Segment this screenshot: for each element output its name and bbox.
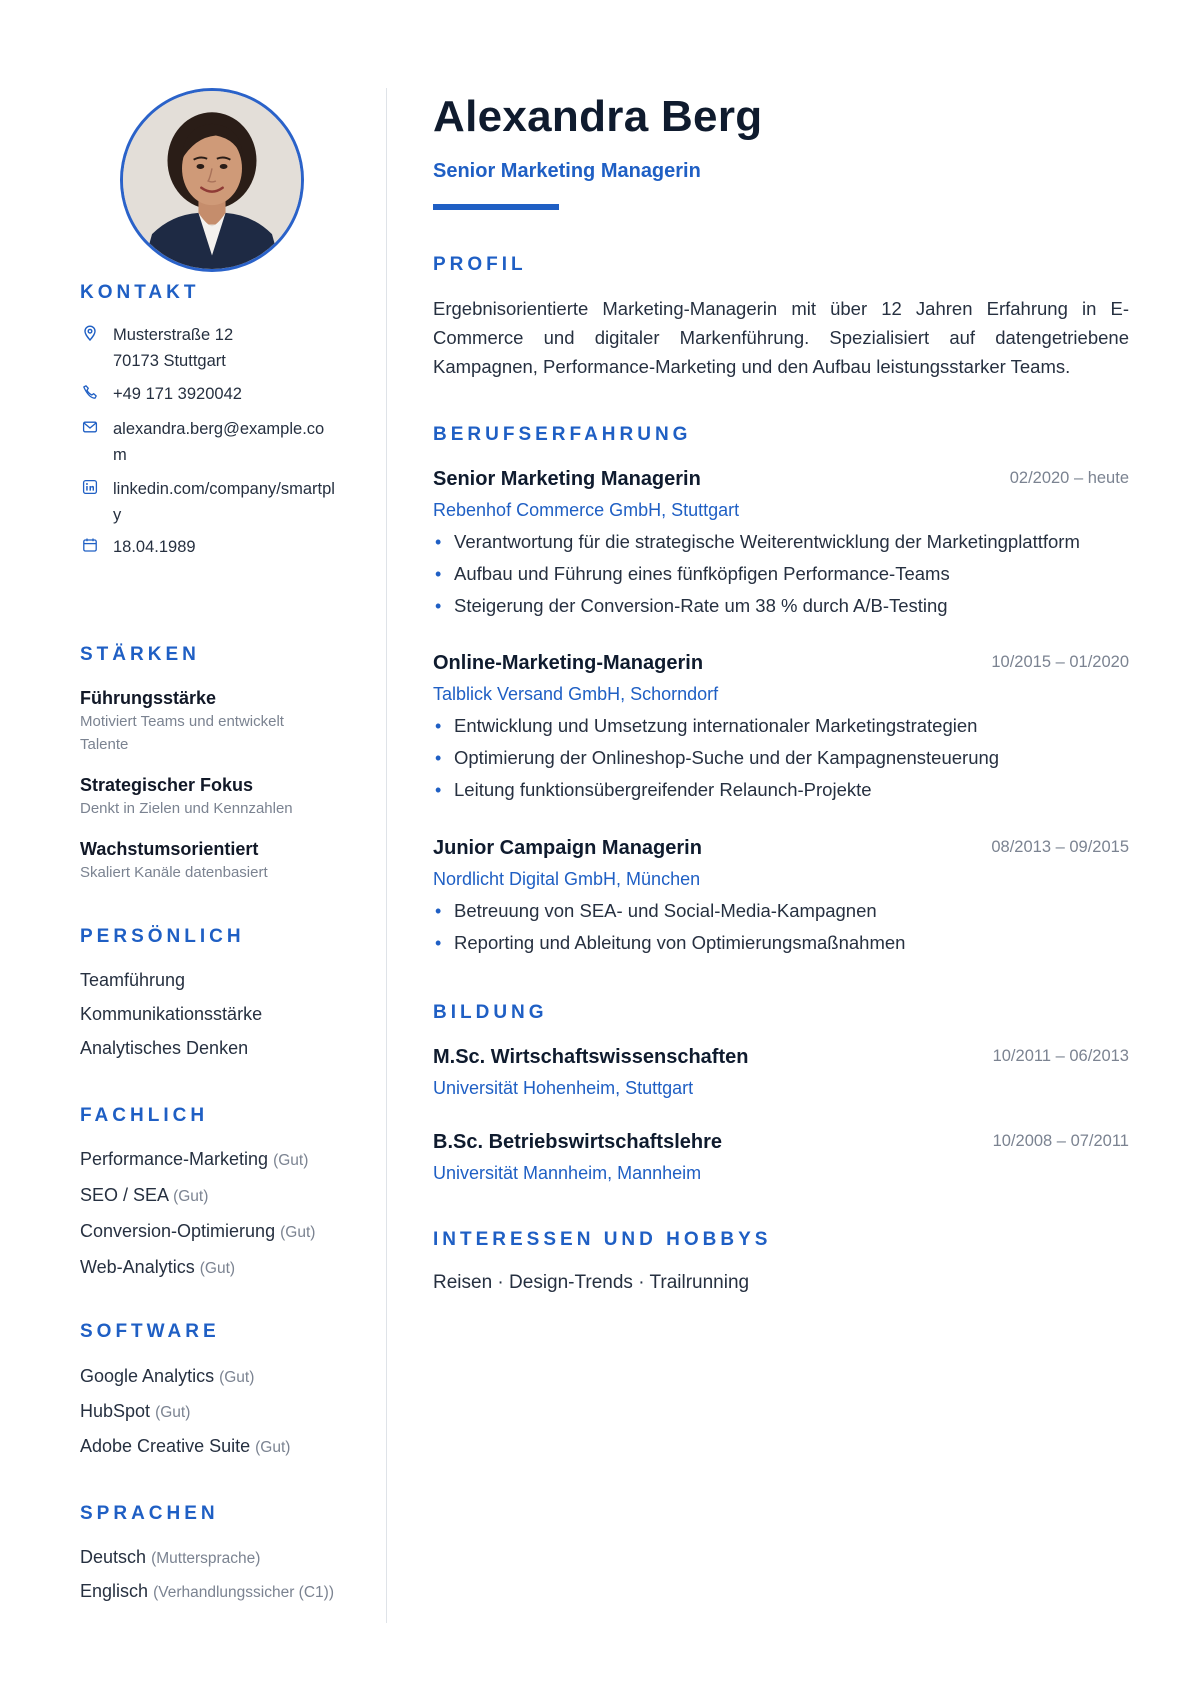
bullet-dot-icon: •: [435, 564, 442, 584]
skill-name: SEO / SEA: [80, 1185, 169, 1205]
job-bullet: • Entwicklung und Umsetzung internationaler Marketingstrategien: [433, 710, 1129, 742]
strength-item: [80, 773, 350, 820]
skill-item: [80, 1255, 370, 1291]
contact-email: [80, 416, 350, 468]
degree-title: B.Sc. Betriebswirtschaftslehre: [433, 1131, 722, 1153]
skill-name: Web-Analytics: [80, 1257, 195, 1277]
job-title: Online-Marketing-Managerin: [433, 652, 704, 674]
job-title: Junior Campaign Managerin: [433, 837, 702, 859]
job-bullets: [433, 710, 1129, 806]
contact-address: [80, 322, 350, 374]
bullet-dot-icon: •: [435, 596, 442, 616]
job-bullet: • Steigerung der Conversion-Rate um 38 % durch A/B-Testing: [433, 590, 1129, 622]
job-entry: [433, 466, 1129, 622]
bullet-dot-icon: •: [435, 780, 442, 800]
skill-name: Conversion-Optimierung: [80, 1221, 276, 1241]
technical-heading: FACHLICH: [80, 1105, 209, 1126]
personal-list: [80, 968, 370, 1070]
bullet-dot-icon: •: [435, 901, 442, 921]
software-item: [80, 1364, 370, 1399]
skill-name: Performance-Marketing: [80, 1149, 269, 1169]
linkedin-url-wrap[interactable]: y: [113, 506, 122, 524]
skill-level: (Gut): [199, 1260, 236, 1277]
personal-item: Teamführung: [80, 970, 186, 990]
strength-item: [80, 686, 350, 756]
education-date: 10/2011 – 06/2013: [992, 1047, 1129, 1065]
skill-level: (Gut): [173, 1188, 209, 1205]
school-name: Universität Hohenheim, Stuttgart: [433, 1078, 694, 1098]
address-street: Musterstraße 12: [113, 326, 234, 344]
interests-text: Reisen · Design-Trends · Trailrunning: [433, 1272, 750, 1293]
job-bullet: • Betreuung von SEA- und Social-Media-Kampagnen: [433, 895, 1129, 927]
software-level: (Gut): [255, 1439, 291, 1456]
contact-linkedin: [80, 476, 350, 528]
strength-title: Strategischer Fokus: [80, 775, 254, 795]
calendar-icon: [82, 537, 98, 553]
skill-level: (Gut): [273, 1152, 309, 1169]
strength-item: [80, 837, 350, 884]
school-name: Universität Mannheim, Mannheim: [433, 1163, 702, 1183]
bullet-dot-icon: •: [435, 716, 442, 736]
mail-icon: [82, 419, 98, 435]
bullet-dot-icon: •: [435, 532, 442, 552]
software-heading: SOFTWARE: [80, 1321, 220, 1342]
job-company: Rebenhof Commerce GmbH, Stuttgart: [433, 500, 740, 520]
interests-heading: INTERESSEN UND HOBBYS: [433, 1229, 772, 1250]
job-date: 02/2020 – heute: [1009, 469, 1129, 487]
column-divider: [386, 88, 387, 1623]
person-name: Alexandra Berg: [433, 92, 763, 141]
linkedin-url[interactable]: linkedin.com/company/smartpl: [113, 480, 335, 498]
contact-phone: [80, 381, 350, 407]
birthdate: 18.04.1989: [113, 538, 196, 556]
strength-title: Wachstumsorientiert: [80, 839, 259, 859]
skill-level: (Gut): [280, 1224, 316, 1241]
email-address[interactable]: alexandra.berg@example.co: [113, 420, 325, 438]
education-heading: BILDUNG: [433, 1002, 548, 1023]
linkedin-icon: [82, 479, 98, 495]
job-company: Talblick Versand GmbH, Schorndorf: [433, 684, 719, 704]
software-name: Adobe Creative Suite: [80, 1436, 251, 1456]
strength-title: Führungsstärke: [80, 688, 217, 708]
software-item: [80, 1434, 370, 1469]
skill-item: [80, 1183, 370, 1219]
bullet-dot-icon: •: [435, 748, 442, 768]
job-bullets: [433, 895, 1129, 959]
accent-bar: [433, 204, 559, 210]
language-name: Deutsch: [80, 1547, 147, 1567]
job-bullets: [433, 526, 1129, 622]
job-company: Nordlicht Digital GmbH, München: [433, 869, 701, 889]
job-bullet: • Aufbau und Führung eines fünfköpfigen Performance-Teams: [433, 558, 1129, 590]
contact-heading: KONTAKT: [80, 282, 200, 303]
technical-list: [80, 1147, 370, 1291]
job-entry: [433, 835, 1129, 959]
language-name: Englisch: [80, 1581, 149, 1601]
education-entry: [433, 1044, 1129, 1102]
language-item: [80, 1579, 370, 1613]
contact-birthdate: [80, 534, 350, 560]
job-bullet: • Verantwortung für die strategische Weiterentwicklung der Marketingplattform: [433, 526, 1129, 558]
personal-item: Kommunikationsstärke: [80, 1004, 263, 1024]
skill-item: [80, 1219, 370, 1255]
software-list: [80, 1364, 370, 1469]
job-entry: [433, 650, 1129, 806]
profile-text: Ergebnisorientierte Marketing-Managerin mit über 12 Jahren Erfahrung in E-Commerce und digitaler Markenführung. Spezialisiert auf datengetriebene Kampagnen, Performance-Marketing und den Aufbau leistungsstarker Teams.: [433, 298, 1129, 377]
software-name: HubSpot: [80, 1401, 151, 1421]
profile-photo: [120, 88, 304, 272]
education-entry: [433, 1129, 1129, 1187]
language-level: (Verhandlungssicher (C1)): [153, 1584, 334, 1601]
address-city: 70173 Stuttgart: [113, 352, 226, 370]
strength-description: Denkt in Zielen und Kennzahlen: [80, 800, 293, 817]
personal-item: Analytisches Denken: [80, 1038, 249, 1058]
language-item: [80, 1545, 370, 1579]
phone-number[interactable]: +49 171 3920042: [113, 385, 242, 403]
job-date: 10/2015 – 01/2020: [991, 653, 1129, 671]
email-address-wrap[interactable]: m: [113, 446, 127, 464]
strength-description: Motiviert Teams und entwickelt: [80, 713, 284, 730]
strengths-heading: STÄRKEN: [80, 644, 200, 665]
job-title: Senior Marketing Managerin: [433, 468, 701, 490]
languages-list: [80, 1545, 370, 1613]
strength-description-wrap: Talente: [80, 736, 129, 753]
software-item: [80, 1399, 370, 1434]
job-bullet: • Leitung funktionsübergreifender Relaunch-Projekte: [433, 774, 1129, 806]
languages-heading: SPRACHEN: [80, 1503, 219, 1524]
job-bullet: • Optimierung der Onlineshop-Suche und der Kampagnensteuerung: [433, 742, 1129, 774]
skill-item: [80, 1147, 370, 1183]
education-date: 10/2008 – 07/2011: [992, 1132, 1129, 1150]
software-level: (Gut): [155, 1404, 191, 1421]
phone-icon: [82, 384, 98, 400]
job-date: 08/2013 – 09/2015: [991, 838, 1129, 856]
job-bullet: • Reporting und Ableitung von Optimierungsmaßnahmen: [433, 927, 1129, 959]
degree-title: M.Sc. Wirtschaftswissenschaften: [433, 1046, 749, 1068]
profile-heading: PROFIL: [433, 254, 527, 275]
strength-description: Skaliert Kanäle datenbasiert: [80, 864, 268, 881]
language-level: (Muttersprache): [151, 1550, 261, 1567]
software-level: (Gut): [219, 1369, 255, 1386]
location-pin-icon: [82, 325, 98, 341]
personal-heading: PERSÖNLICH: [80, 926, 245, 947]
portrait-image: [123, 91, 301, 269]
bullet-dot-icon: •: [435, 933, 442, 953]
experience-heading: BERUFSERFAHRUNG: [433, 424, 692, 445]
software-name: Google Analytics: [80, 1366, 215, 1386]
job-role: Senior Marketing Managerin: [433, 160, 701, 182]
